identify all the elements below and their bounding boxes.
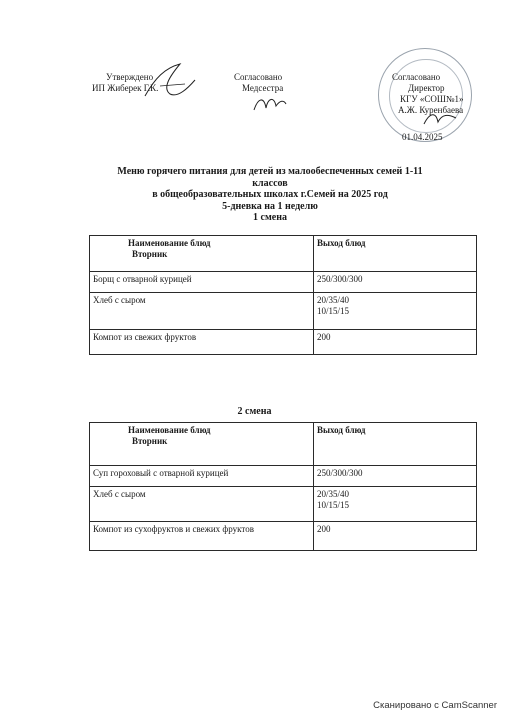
signature-middle xyxy=(250,92,290,116)
dish-name: Хлеб с сыром xyxy=(90,487,314,522)
table-row xyxy=(90,293,477,330)
approval-middle xyxy=(234,72,283,94)
approval-left-title: Утверждено xyxy=(106,72,154,82)
dish-output-line-2: 10/15/15 xyxy=(317,306,350,316)
dish-output-line-2: 10/15/15 xyxy=(317,500,350,510)
scanner-watermark: Сканировано с CamScanner xyxy=(373,700,497,711)
dish-output-line-1: 20/35/40 xyxy=(317,489,350,499)
table-header-row xyxy=(90,236,477,272)
shift-2-heading: 2 смена xyxy=(237,406,272,417)
header-output: Выход блюд xyxy=(314,236,477,272)
menu-table-shift-1 xyxy=(89,235,477,355)
dish-name: Суп гороховый с отварной курицей xyxy=(90,466,314,487)
signature-left xyxy=(140,58,200,103)
approval-right-signer: А.Ж. Куренбаева xyxy=(398,105,464,115)
table-row xyxy=(90,330,477,355)
approval-right-position: Директор xyxy=(408,83,445,93)
table-row xyxy=(90,487,477,522)
document-title xyxy=(80,166,460,224)
dish-output xyxy=(314,293,477,330)
approval-date: 01.04.2025 xyxy=(402,132,443,142)
signature-right xyxy=(420,108,460,130)
approval-right-org: КГУ «СОШ№1» xyxy=(400,94,464,104)
title-line-4: 5-дневка на 1 неделю xyxy=(222,200,318,212)
approval-left-signer: ИП Жиберек Г.К. xyxy=(92,83,159,93)
dish-output-line-1: 20/35/40 xyxy=(317,295,350,305)
dish-output: 200 xyxy=(314,522,477,551)
title-line-1: Меню горячего питания для детей из малообеспеченных семей 1-11 xyxy=(117,166,423,177)
approval-right-title: Согласовано xyxy=(392,72,441,82)
dish-name: Борщ с отварной курицей xyxy=(90,272,314,293)
header-day-label: Вторник xyxy=(132,436,168,446)
header-output: Выход блюд xyxy=(314,423,477,466)
header-day-label: Вторник xyxy=(132,249,168,259)
header-dish-label: Наименование блюд xyxy=(128,238,211,248)
table-row xyxy=(90,466,477,487)
dish-name: Компот из сухофруктов и свежих фруктов xyxy=(90,522,314,551)
title-line-3: в общеобразовательных школах г.Семей на 2025 год xyxy=(152,189,388,200)
header-dish-name xyxy=(90,423,314,466)
dish-output: 250/300/300 xyxy=(314,466,477,487)
shift-1-heading: 1 смена xyxy=(253,212,287,223)
dish-output: 250/300/300 xyxy=(314,272,477,293)
header-dish-label: Наименование блюд xyxy=(128,425,211,435)
table-row xyxy=(90,522,477,551)
table-header-row xyxy=(90,423,477,466)
title-line-2: классов xyxy=(252,177,288,189)
dish-output xyxy=(314,487,477,522)
table-row xyxy=(90,272,477,293)
approval-middle-signer: Медсестра xyxy=(242,83,284,93)
approval-middle-title: Согласовано xyxy=(234,72,283,82)
header-dish-name xyxy=(90,236,314,272)
dish-name: Хлеб с сыром xyxy=(90,293,314,330)
menu-table-shift-2 xyxy=(89,422,477,551)
dish-output: 200 xyxy=(314,330,477,355)
dish-name: Компот из свежих фруктов xyxy=(90,330,314,355)
